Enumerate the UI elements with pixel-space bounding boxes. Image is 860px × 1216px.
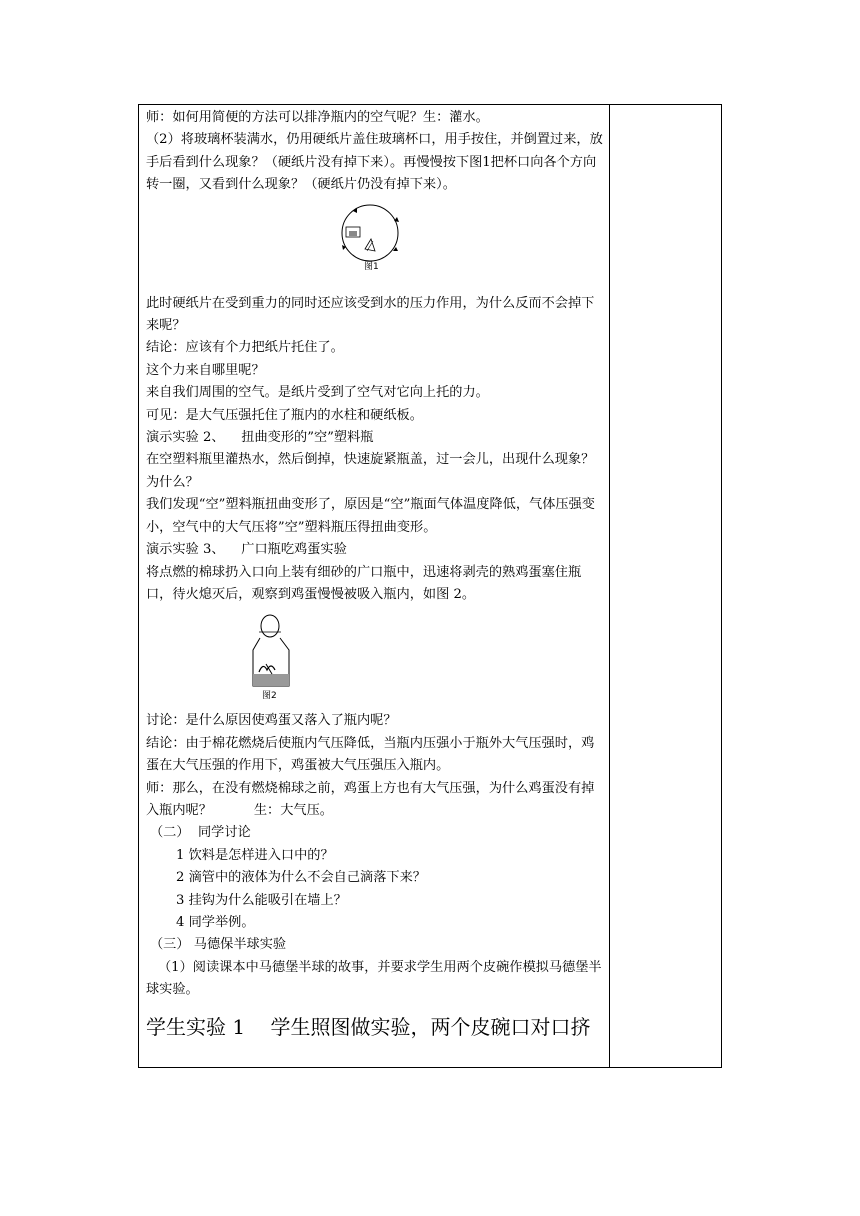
section-2-heading: （二） 同学讨论 <box>150 825 251 841</box>
lesson-content <box>146 107 606 1062</box>
figure-2 <box>146 612 606 710</box>
text-paragraph: 在空塑料瓶里灌热水，然后倒掉，快速旋紧瓶盖，过一会儿，出现什么现象？为什么？ <box>146 452 595 490</box>
text-paragraph: 我们发现“空”塑料瓶扭曲变形了，原因是“空”瓶面气体温度降低，气体压强变小，空气中的大气压将”空”塑料瓶压得扭曲变形。 <box>146 497 595 535</box>
discussion-item: 1 饮料是怎样进入口中的？ <box>176 847 334 863</box>
text-paragraph: 将点燃的棉球扔入口向上装有细砂的广口瓶中，迅速将剥壳的熟鸡蛋塞住瓶口，待火熄灭后，观察到鸡蛋慢慢被吸入瓶内，如图 2。 <box>146 564 582 602</box>
figure-1-caption: 图1 <box>364 261 379 272</box>
lesson-table <box>138 104 722 1068</box>
demo-heading: 演示实验 2、 扭曲变形的”空”塑料瓶 <box>146 430 374 446</box>
text-paragraph: （1）阅读课本中马德堡半球的故事，并要求学生用两个皮碗作模拟马德堡半球实验。 <box>146 959 602 998</box>
text-line: 这个力来自哪里呢？ <box>146 362 265 378</box>
text-line: 师：如何用简便的方法可以排净瓶内的空气呢？生：灌水。 <box>146 110 489 125</box>
discussion-item: 3 挂钩为什么能吸引在墙上？ <box>176 892 347 908</box>
text-line: 讨论：是什么原因使鸡蛋又落入了瓶内呢？ <box>146 713 397 729</box>
figure-1 <box>146 201 606 293</box>
text-line: 可见：是大气压强托住了瓶内的水柱和硬纸板。 <box>146 407 423 423</box>
text-paragraph: 此时硬纸片在受到重力的同时还应该受到水的压力作用，为什么反而不会掉下来呢？ <box>146 295 595 334</box>
figure-2-caption: 图2 <box>262 691 277 702</box>
text-line: 结论：应该有个力把纸片托住了。 <box>146 340 344 356</box>
rotation-diagram <box>146 201 606 293</box>
discussion-item: 2 滴管中的液体为什么不会自己滴落下来？ <box>176 870 426 886</box>
section-3-heading: （三） 马德保半球实验 <box>150 937 287 953</box>
text-paragraph: 师：那么，在没有燃烧棉球之前，鸡蛋上方也有大气压强，为什么鸡蛋没有掉入瓶内呢？ 生：大气压。 <box>146 780 595 818</box>
egg-bottle-diagram <box>146 612 606 710</box>
discussion-item: 4 同学举例。 <box>176 914 255 930</box>
text-line: 来自我们周围的空气。是纸片受到了空气对它向上托的力。 <box>146 385 489 401</box>
text-paragraph: 结论：由于棉花燃烧后使瓶内气压降低，当瓶内压强小于瓶外大气压强时，鸡蛋在大气压强的作用下，鸡蛋被大气压强压入瓶内。 <box>146 735 595 774</box>
text-paragraph: （2）将玻璃杯装满水，仍用硬纸片盖住玻璃杯口，用手按住，并倒置过来，放手后看到什么现象？（硬纸片没有掉下来）。再慢慢按下图1把杯口向各个方向转一圈，又看到什么现象？（硬纸片仍没有掉下来）。 <box>146 132 603 193</box>
demo-heading: 演示实验 3、 广口瓶吃鸡蛋实验 <box>146 542 347 558</box>
large-text-line: 学生实验 1 学生照图做实验，两个皮碗口对口挤 <box>146 1014 591 1039</box>
column-divider <box>609 105 610 1067</box>
